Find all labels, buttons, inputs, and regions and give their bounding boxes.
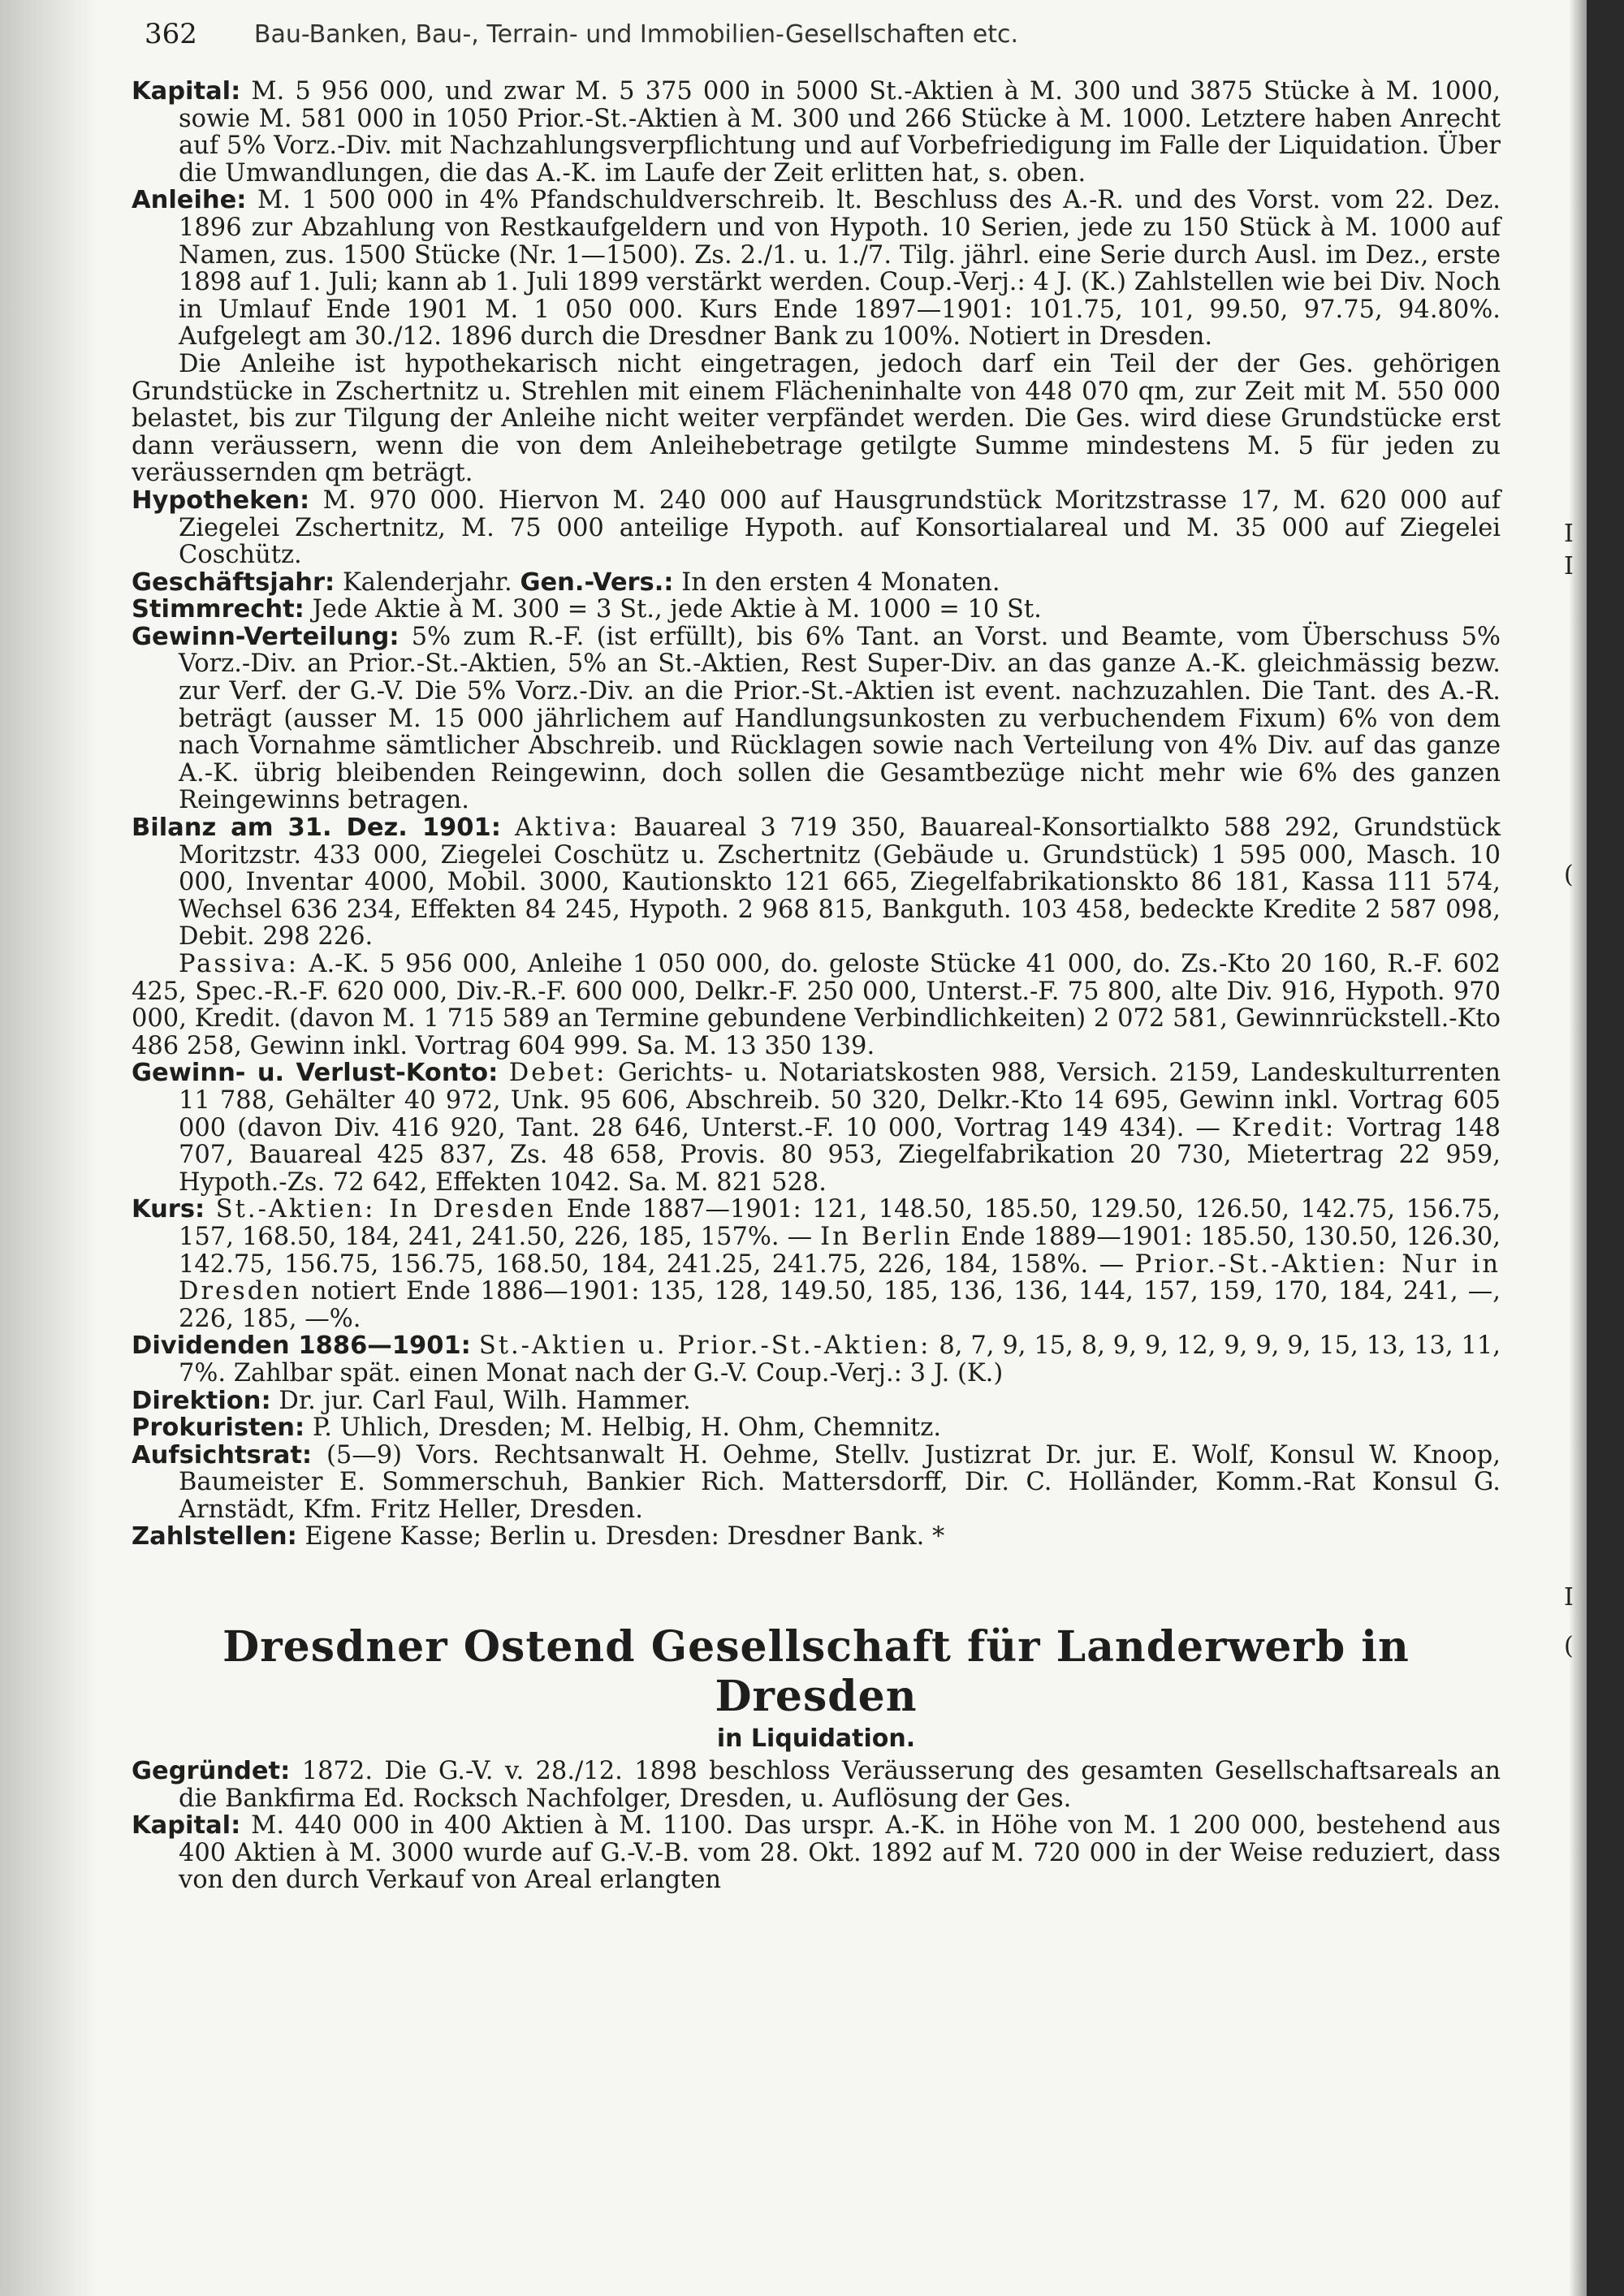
entry-text: Ende 1889—1901: 185.50, 130.50, 126.30, 142.75, 156.75, 156.75, 168.50, 184, 241.25, 241.75, 226, 184, 158%. —: [179, 1222, 1501, 1279]
entry-stimmrecht: [132, 596, 1501, 624]
running-head: Bau-Banken, Bau-, Terrain- und Immobilien-Gesellschaften etc.: [253, 19, 1018, 49]
entry-text: Dr. jur. Carl Faul, Wilh. Hammer.: [279, 1386, 691, 1415]
entry-gewinn-verteilung: [132, 624, 1501, 814]
page-number: 362: [145, 18, 197, 50]
facing-page-margin-marks: [1564, 0, 1583, 2296]
entry-text: P. Uhlich, Dresden; M. Helbig, H. Ohm, Chemnitz.: [312, 1413, 942, 1443]
entry-direktion: [132, 1388, 1501, 1415]
entry-sublabel: Prior.-St.-Aktien: Nur in Dresden: [179, 1249, 1501, 1306]
entry-text: Jede Aktie à M. 300 = 3 St., jede Aktie à M. 1000 = 10 St.: [312, 595, 1042, 624]
entry-label: Aufsichtsrat:: [132, 1440, 313, 1470]
entry-anleihe-note: [132, 351, 1501, 487]
entry-aufsichtsrat: [132, 1442, 1501, 1524]
entry-passiva: [132, 951, 1501, 1060]
entry-text: Kalenderjahr.: [342, 568, 512, 597]
entry-sublabel: Aktiva:: [514, 814, 620, 843]
entry-text: Eigene Kasse; Berlin u. Dresden: Dresdner Bank. *: [304, 1522, 945, 1552]
entry-label: Prokuristen:: [132, 1413, 305, 1443]
entry-label-gen-vers: Gen.-Vers.:: [520, 568, 674, 597]
entry-text: A.-K. 5 956 000, Anleihe 1 050 000, do. geloste Stücke 41 000, do. Zs.-Kto 20 160, R.-F. 602 425, Spec.-R.-F. 620 000, Div.-R.-F. 600 000, Delkr.-F. 250 000, Unterst.-F. 75 800, alte Div. 916, Hypoth. 970 000, Kredit. (davon M. 1 715 589 an Termine gebundene Verbindlichkeiten) 2 072 581, Gewinnrückstell.-Kto 486 258, Gewinn inkl. Vortrag 604 999. Sa. M. 13 350 139.: [132, 950, 1501, 1060]
entry-hypotheken: [132, 487, 1501, 569]
entry-text: M. 1 500 000 in 4% Pfandschuldverschreib. lt. Beschluss des A.-R. und des Vorst. vom 22. Dez. 1896 zur Abzahlung von Restkaufgeldern und von Hypoth. 10 Serien, jede zu 150 Stück à M. 1000 auf Namen, zus. 1500 Stücke (Nr. 1—1500). Zs. 2./1. u. 1./7. Tilg. jährl. eine Serie durch Ausl. im Dez., erste 1898 auf 1. Juli; kann ab 1. Juli 1899 verstärkt werden. Coup.-Verj.: 4 J. (K.) Zahlstellen wie bei Div. Noch in Umlauf Ende 1901 M. 1 050 000. Kurs Ende 1897—1901: 101.75, 101, 99.50, 97.75, 94.80%. Aufgelegt am 30./12. 1896 durch die Dresdner Bank zu 100%. Notiert in Dresden.: [179, 186, 1501, 352]
entry-text: Gerichts- u. Notariatskosten 988, Versich. 2159, Landeskulturrenten 11 788, Gehälter 40 972, Unk. 95 606, Abschreib. 50 320, Delkr.-Kto 14 695, Gewinn inkl. Vortrag 605 000 (davon Div. 416 920, Tant. 28 646, Unterst.-F. 10 000, Vortrag 149 434). —: [179, 1059, 1501, 1142]
entry-text: In den ersten 4 Monaten.: [681, 568, 1000, 597]
entry-label: Dividenden 1886—1901:: [132, 1331, 471, 1361]
entry-bilanz: [132, 814, 1501, 951]
entry-text: 1872. Die G.-V. v. 28./12. 1898 beschloss Veräusserung des gesamten Gesellschaftsareals an die Bankfirma Ed. Rocksch Nachfolger, Dresden, u. Auflösung der Ges.: [179, 1757, 1501, 1813]
entry-gewinn-verlust: [132, 1060, 1501, 1196]
entry-kapital: [132, 78, 1501, 187]
company-title: Dresdner Ostend Gesellschaft für Landerwerb in Dresden: [222, 1622, 1410, 1722]
entry-label: Kapital:: [132, 1811, 241, 1841]
entry-sublabel: St.-Aktien u. Prior.-St.-Aktien:: [478, 1331, 931, 1361]
entry-kapital-ostend: [132, 1812, 1501, 1894]
entry-text: Bauareal 3 719 350, Bauareal-Konsortialkto 588 292, Grundstück Moritzstr. 433 000, Ziegelei Coschütz u. Zschertnitz (Gebäude u. Grundstück) 1 595 000, Masch. 10 000, Inventar 4000, Mobil. 3000, Kautionskto 121 665, Ziegelfabrikationskto 86 181, Kassa 111 574, Wechsel 636 234, Effekten 84 245, Hypoth. 2 968 815, Bankguth. 103 458, bedeckte Kredite 2 587 098, Debit. 298 226.: [179, 814, 1501, 952]
entry-sublabel: Debet:: [508, 1059, 607, 1088]
margin-mark: I: [1564, 520, 1574, 548]
entry-text: 5% zum R.-F. (ist erfüllt), bis 6% Tant. an Vorst. und Beamte, vom Überschuss 5% Vorz.-Div. an Prior.-St.-Aktien, 5% an St.-Aktien, Rest Super-Div. an das ganze A.-K. gleichmässig bezw. zur Verf. der G.-V. Die 5% Vorz.-Div. an die Prior.-St.-Aktien ist event. nachzuzahlen. Die Tant. des A.-R. beträgt (ausser M. 15 000 jährlichem auf Handlungsunkosten zu verbuchendem Fixum) 6% von dem nach Vornahme sämtlicher Abschreib. und Rücklagen sowie nach Verteilung von 4% Div. auf das ganze A.-K. übrig bleibenden Reingewinn, doch sollen die Gesamtbezüge nicht mehr wie 6% des ganzen Reingewinns betragen.: [179, 622, 1501, 815]
facing-page-edge: [1587, 0, 1624, 2296]
margin-mark: (: [1564, 1632, 1574, 1660]
entry-text: M. 5 956 000, und zwar M. 5 375 000 in 5000 St.-Aktien à M. 300 und 3875 Stücke à M. 1000, sowie M. 581 000 in 1050 Prior.-St.-Aktien à M. 300 und 266 Stücke à M. 1000. Letztere haben Anrecht auf 5% Vorz.-Div. mit Nachzahlungsverpflichtung und auf Vorbefriedigung im Falle der Liquidation. Über die Umwandlungen, die das A.-K. im Laufe der Zeit erlitten hat, s. oben.: [179, 77, 1501, 188]
entry-text: Die Anleihe ist hypothekarisch nicht eingetragen, jedoch darf ein Teil der der Ges. gehörigen Grundstücke in Zschertnitz u. Strehlen mit einem Flächeninhalte von 448 070 qm, zur Zeit mit M. 550 000 belastet, bis zur Tilgung der Anleihe nicht weiter verpfändet werden. Die Ges. wird diese Grundstücke erst dann veräussern, wenn die von dem Anleihebetrage getilgte Summe mindestens M. 5 für jeden zu veräussernden qm beträgt.: [132, 349, 1501, 488]
entry-label: Gewinn-Verteilung:: [132, 622, 400, 651]
margin-mark: I: [1564, 1583, 1574, 1612]
entry-kurs: [132, 1196, 1501, 1332]
page-edge-shadow: [0, 0, 97, 2296]
entry-label: Stimmrecht:: [132, 595, 304, 624]
entry-text: (5—9) Vors. Rechtsanwalt H. Oehme, Stellv. Justizrat Dr. jur. E. Wolf, Konsul W. Knoop, Baumeister E. Sommerschuh, Bankier Rich. Mattersdorff, Dir. C. Holländer, Komm.-Rat Konsul G. Arnstädt, Kfm. Fritz Heller, Dresden.: [179, 1440, 1501, 1524]
entry-sublabel: In Berlin: [820, 1222, 953, 1251]
entry-text: M. 970 000. Hiervon M. 240 000 auf Hausgrundstück Moritzstrasse 17, M. 620 000 auf Ziegelei Zschertnitz, M. 75 000 anteilige Hypoth. auf Konsortialareal und M. 35 000 auf Ziegelei Coschütz.: [179, 486, 1501, 570]
margin-mark: I: [1564, 552, 1574, 580]
entry-text: notiert Ende 1886—1901: 135, 128, 149.50, 185, 136, 136, 144, 157, 159, 170, 184, 241, —, 226, 185, —%.: [179, 1277, 1501, 1333]
entry-label: Gewinn- u. Verlust-Konto:: [132, 1059, 499, 1088]
entry-anleihe: [132, 187, 1501, 351]
page-content: [132, 78, 1501, 1894]
entry-sublabel: Passiva:: [179, 950, 300, 978]
margin-mark: (: [1564, 861, 1574, 889]
page-header: [145, 10, 1525, 58]
company-subtitle: in Liquidation.: [716, 1724, 916, 1754]
entry-sublabel: St.-Aktien: In Dresden: [215, 1195, 556, 1224]
entry-label: Kurs:: [132, 1195, 205, 1224]
entry-label: Zahlstellen:: [132, 1522, 297, 1552]
entry-label: Anleihe:: [132, 186, 247, 215]
entry-label: Direktion:: [132, 1386, 271, 1415]
entry-geschaeftsjahr: [132, 569, 1501, 597]
entry-text: 8, 7, 9, 15, 8, 9, 9, 12, 9, 9, 9, 15, 13, 13, 11, 7%. Zahlbar spät. einen Monat nach der G.-V. Coup.-Verj.: 3 J. (K.): [179, 1331, 1501, 1388]
entry-dividenden: [132, 1332, 1501, 1387]
entry-text: Vortrag 148 707, Bauareal 425 837, Zs. 48 658, Provis. 80 953, Ziegelfabrikation 20 730, Mietertrag 22 959, Hypoth.-Zs. 72 642, Effekten 1042. Sa. M. 821 528.: [179, 1113, 1501, 1197]
entry-text: M. 440 000 in 400 Aktien à M. 1100. Das urspr. A.-K. in Höhe von M. 1 200 000, bestehend aus 400 Aktien à M. 3000 wurde auf G.-V.-B. vom 28. Okt. 1892 auf M. 720 000 in der Weise reduziert, dass von den durch Verkauf von Areal erlangten: [179, 1811, 1501, 1895]
entry-sublabel: Kredit:: [1231, 1113, 1337, 1142]
entry-label: Kapital:: [132, 77, 241, 106]
entry-text: Ende 1887—1901: 121, 148.50, 185.50, 129.50, 126.50, 142.75, 156.75, 157, 168.50, 184, 241, 241.50, 226, 185, 157%. —: [179, 1195, 1501, 1251]
entry-label: Geschäftsjahr:: [132, 568, 335, 597]
entry-prokuristen: [132, 1414, 1501, 1442]
entry-zahlstellen: [132, 1523, 1501, 1551]
entry-label: Bilanz am 31. Dez. 1901:: [132, 814, 501, 843]
entry-gegruendet: [132, 1758, 1501, 1812]
entry-label: Gegründet:: [132, 1757, 291, 1786]
entry-label: Hypotheken:: [132, 486, 310, 515]
